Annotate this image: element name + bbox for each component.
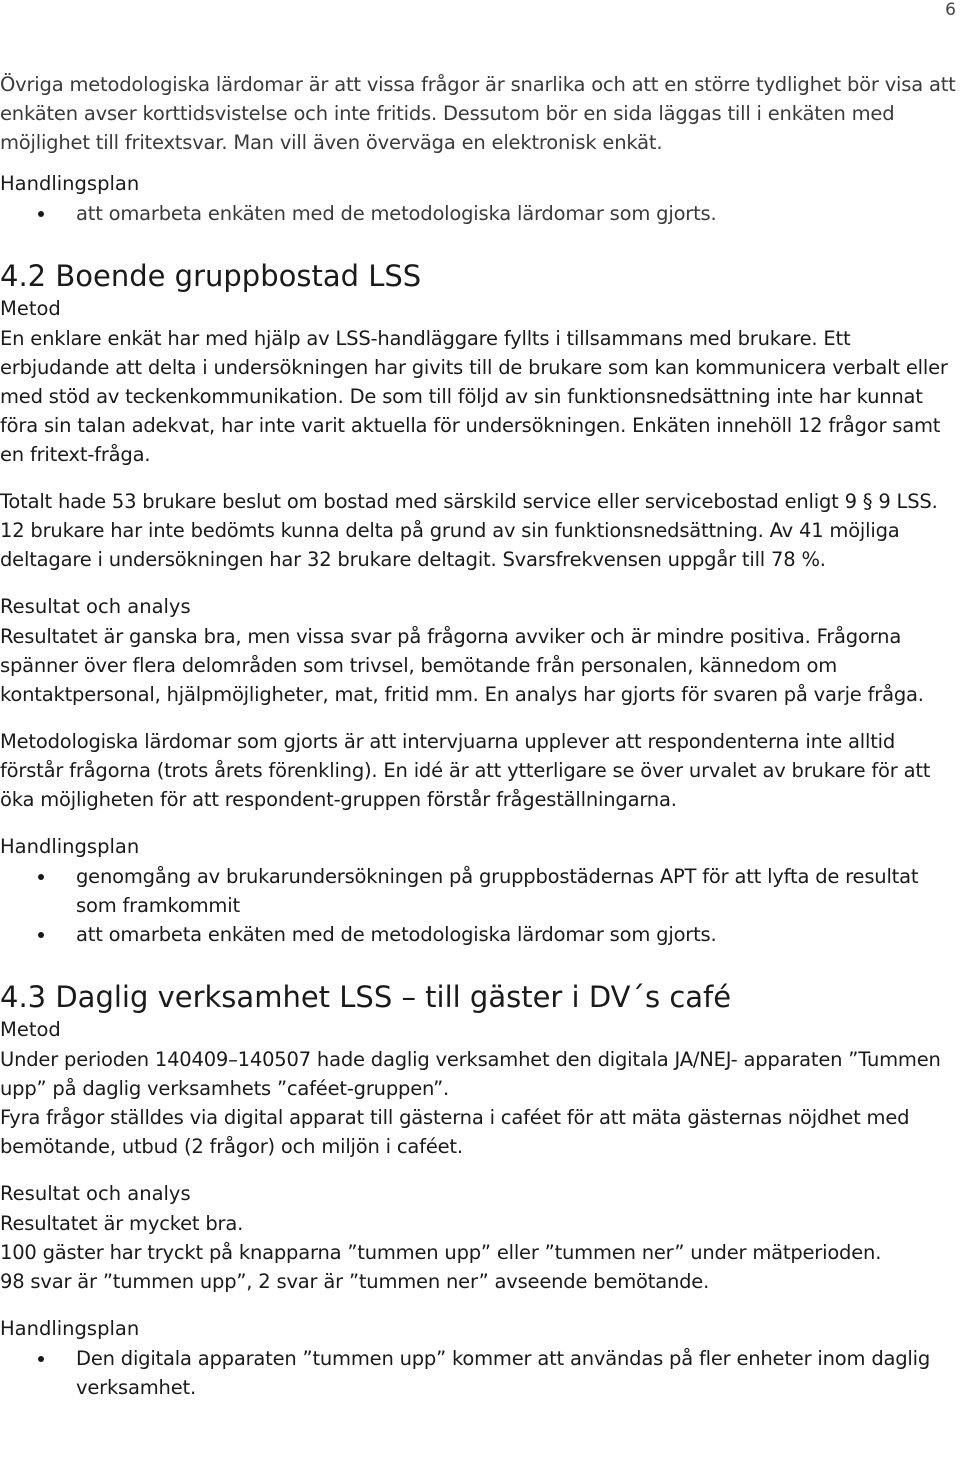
resultat-line: Resultatet är mycket bra. (0, 1212, 244, 1235)
resultat-heading: Resultat och analys (0, 1182, 191, 1205)
list-item (0, 199, 956, 228)
resultat-paragraph: Resultatet är ganska bra, men vissa svar på frågorna avviker och är mindre positiva. Frågorna spänner över flera delområden som trivsel, bemötande från personalen, kännedom om kontaktpersonal, hjälpmöjligheter, mat, fritid mm. En analys har gjorts för svaren på varje fråga. (0, 625, 924, 706)
list-item (0, 920, 956, 949)
metod-paragraph: Under perioden 140409–140507 hade daglig verksamhet den digitala JA/NEJ- apparaten ”Tummen upp” på daglig verksamhets ”caféet-gruppen”. (0, 1048, 941, 1100)
list-item-text: Den digitala apparaten ”tummen upp” kommer att användas på fler enheter inom daglig verksamhet. (76, 1347, 931, 1399)
section-4-2-action-list (0, 862, 956, 949)
bullet-icon (38, 1356, 44, 1362)
bullet-icon (38, 932, 44, 938)
resultat-line: 98 svar är ”tummen upp”, 2 svar är ”tummen ner” avseende bemötande. (0, 1270, 710, 1293)
intro-action-list (0, 199, 956, 228)
resultat-heading: Resultat och analys (0, 595, 191, 618)
metod-paragraph: En enklare enkät har med hjälp av LSS-handläggare fyllts i tillsammans med brukare. Ett erbjudande att delta i undersökningen har givits till de brukare som kan kommunicera verbalt eller med stöd av teckenkommunikation. De som till följd av sin funktionsnedsättning inte har kunnat föra sin talan adekvat, har inte varit aktuella för undersökningen. Enkäten innehöll 12 frågor samt en fritext-fråga. (0, 327, 948, 466)
bullet-icon (38, 874, 44, 880)
list-item-text: att omarbeta enkäten med de metodologiska lärdomar som gjorts. (76, 202, 717, 225)
handlingsplan-heading: Handlingsplan (0, 835, 140, 858)
list-item (0, 862, 956, 920)
resultat-paragraph: Metodologiska lärdomar som gjorts är att intervjuarna upplever att respondenterna inte alltid förstår frågorna (trots årets förenkling). En idé är att ytterligare se över urvalet av brukare för att öka möjligheten för att respondent-gruppen förstår frågeställningarna. (0, 730, 931, 811)
metod-heading: Metod (0, 297, 61, 320)
metod-paragraph: Totalt hade 53 brukare beslut om bostad med särskild service eller servicebostad enligt 9 § 9 LSS. 12 brukare har inte bedömts kunna delta på grund av sin funktionsnedsättning. Av 41 möjliga deltagare i undersökningen har 32 brukare deltagit. Svarsfrekvensen uppgår till 78 %. (0, 490, 938, 571)
resultat-line: 100 gäster har tryckt på knapparna ”tummen upp” eller ”tummen ner” under mätperioden. (0, 1241, 882, 1264)
page-number: 6 (945, 0, 956, 20)
section-title-4-3: 4.3 Daglig verksamhet LSS – till gäster i DV´s café (0, 980, 732, 1014)
bullet-icon (38, 211, 44, 217)
handlingsplan-heading: Handlingsplan (0, 1317, 140, 1340)
list-item-text: genomgång av brukarundersökningen på gruppbostädernas APT för att lyfta de resultat som framkommit (76, 865, 919, 917)
section-title-4-2: 4.2 Boende gruppbostad LSS (0, 259, 422, 293)
list-item (0, 1344, 956, 1402)
document-body (0, 70, 956, 1402)
handlingsplan-heading: Handlingsplan (0, 172, 140, 195)
intro-paragraph: Övriga metodologiska lärdomar är att vissa frågor är snarlika och att en större tydlighet bör visa att enkäten avser korttidsvistelse och inte fritids. Dessutom bör en sida läggas till i enkäten med möjlighet till fritextsvar. Man vill även överväga en elektronisk enkät. (0, 73, 956, 154)
section-4-3-action-list (0, 1344, 956, 1402)
metod-paragraph: Fyra frågor ställdes via digital apparat till gästerna i caféet för att mäta gästernas nöjdhet med bemötande, utbud (2 frågor) och miljön i caféet. (0, 1106, 910, 1158)
metod-heading: Metod (0, 1018, 61, 1041)
list-item-text: att omarbeta enkäten med de metodologiska lärdomar som gjorts. (76, 923, 717, 946)
